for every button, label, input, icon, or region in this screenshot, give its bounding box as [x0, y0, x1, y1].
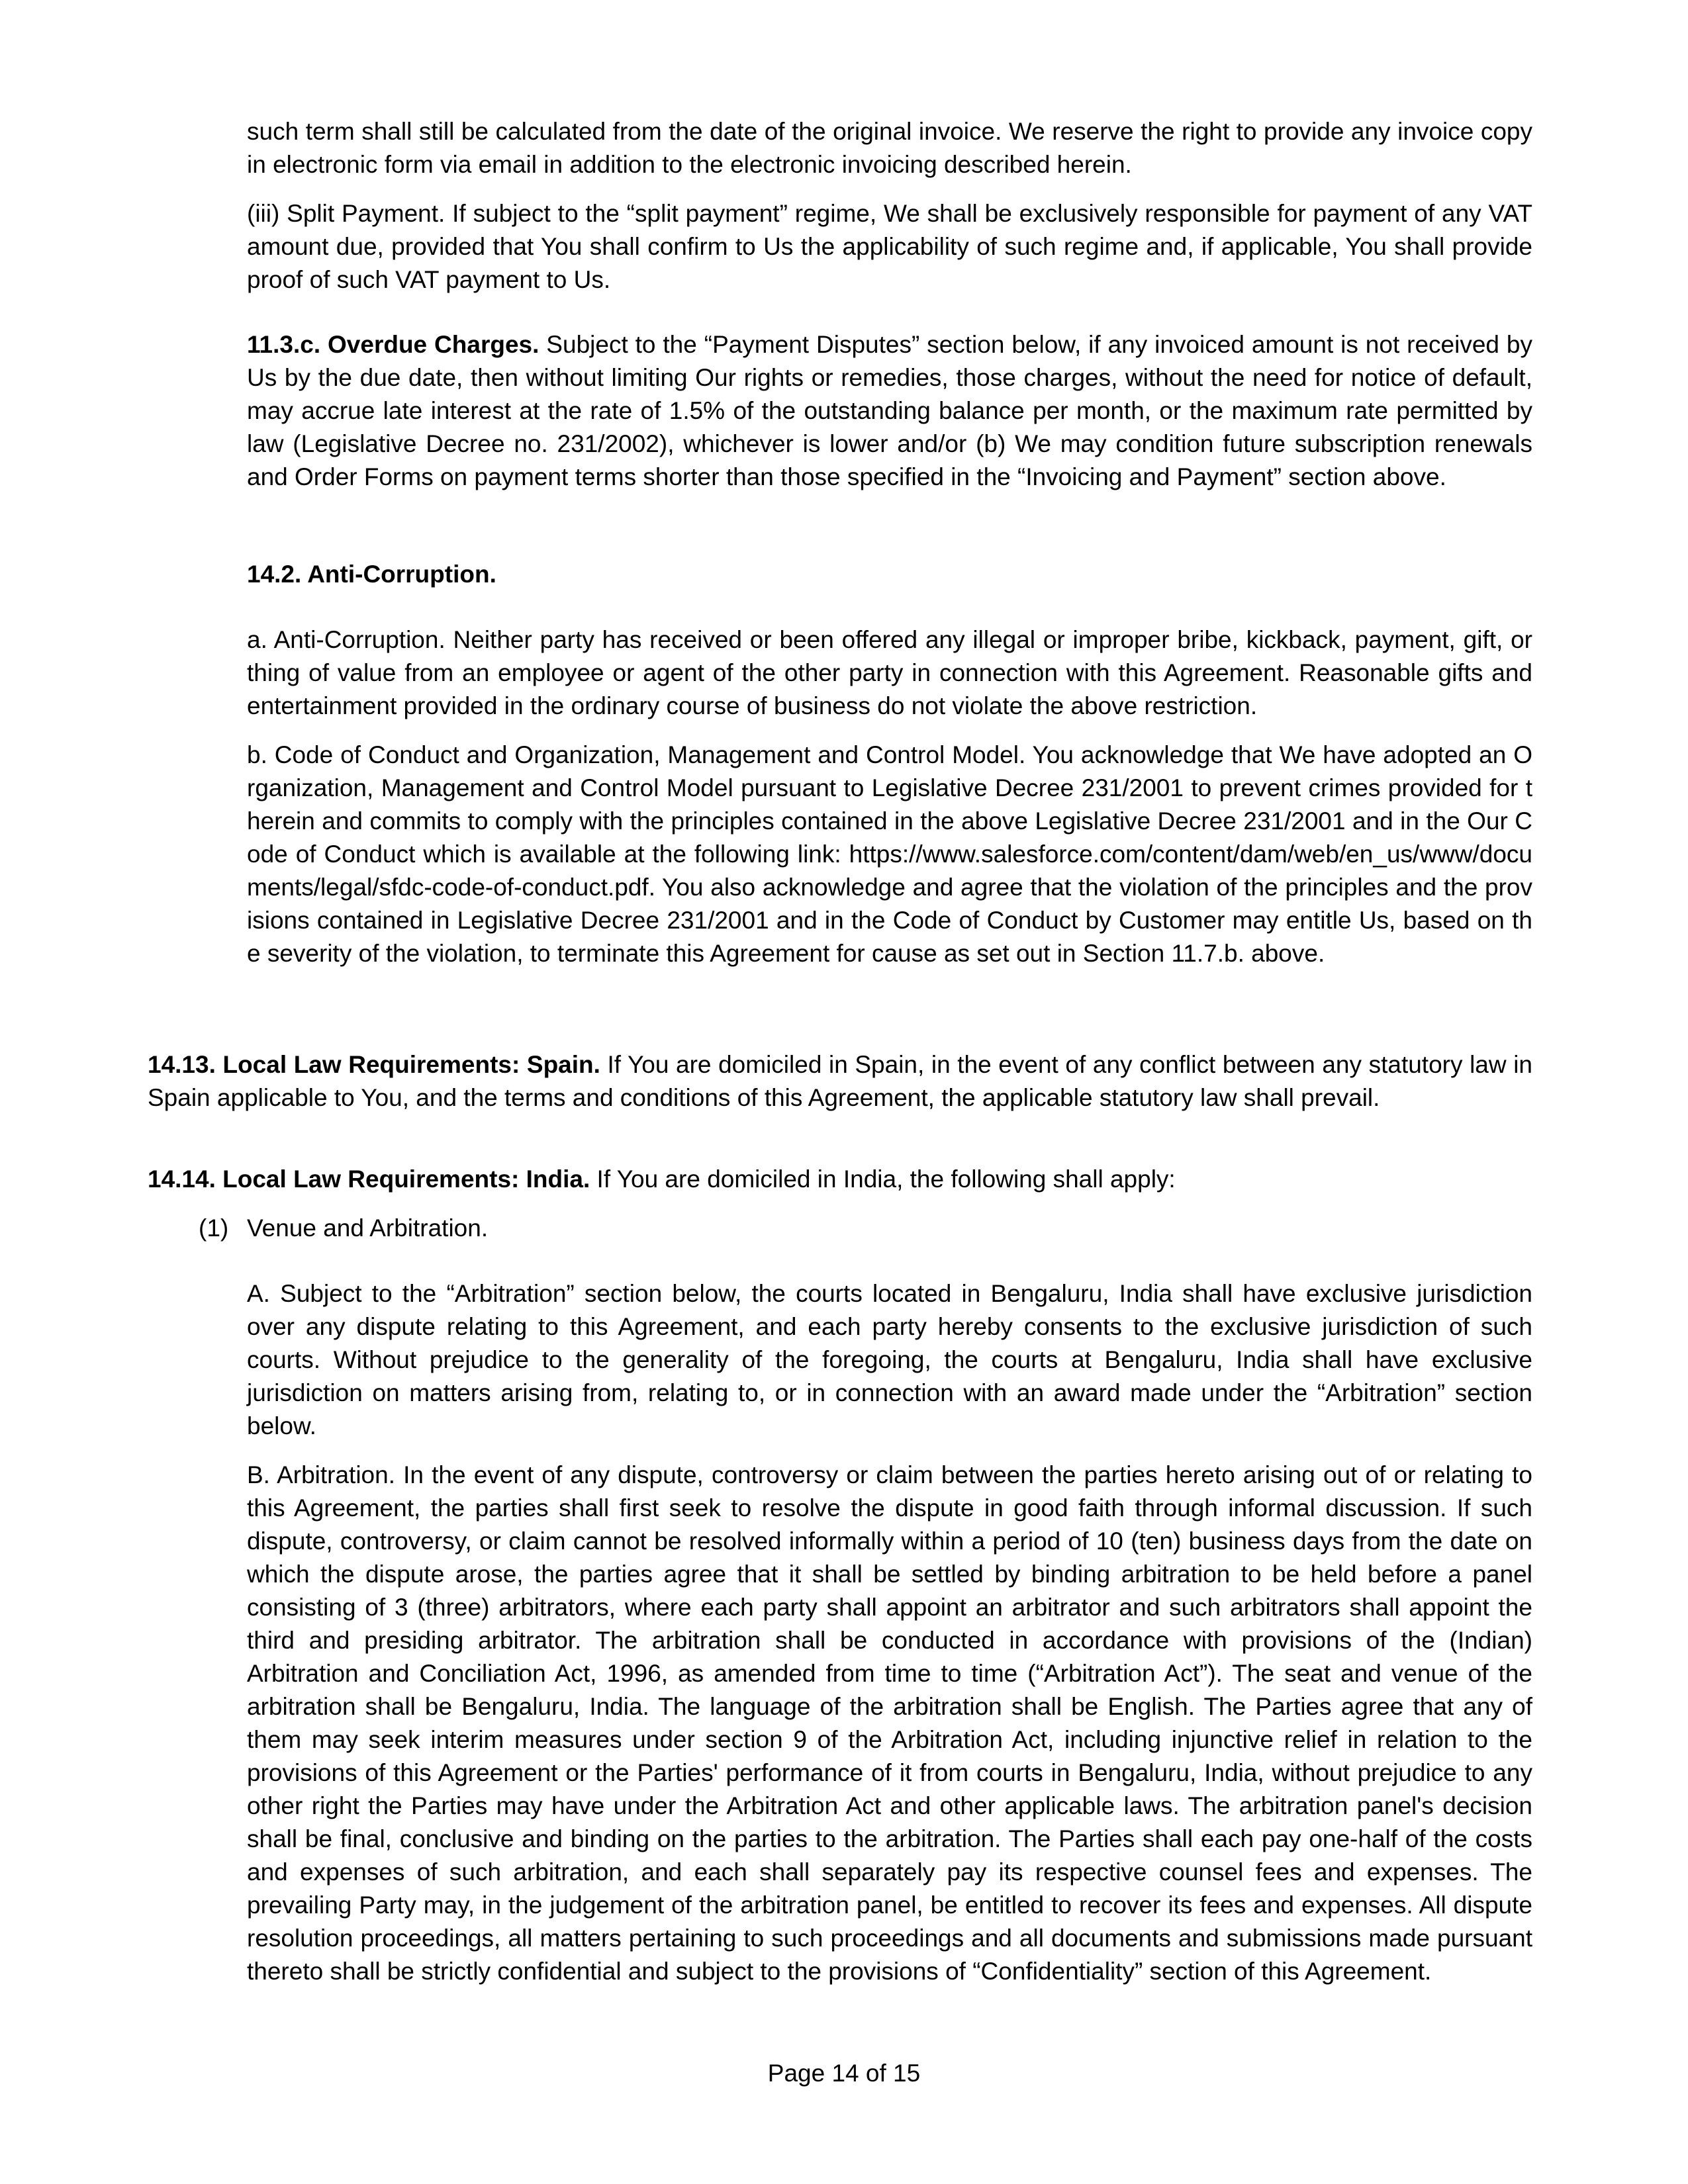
overdue-charges-paragraph: [247, 328, 1532, 494]
india-text: If You are domiciled in India, the following shall apply:: [590, 1165, 1176, 1193]
india-paragraph: [148, 1163, 1532, 1196]
split-payment-paragraph: (iii) Split Payment. If subject to the “split payment” regime, We shall be exclusively responsible for payment of any VAT amount due, provided that You shall confirm to Us the applicability of such regime and, if applicable, You shall provide proof of such VAT payment to Us.: [247, 200, 1532, 293]
india-paragraph-b: B. Arbitration. In the event of any dispute, controversy or claim between the parties hereto arising out of or relating to this Agreement, the parties shall first seek to resolve the dispute in good faith through informal discussion. If such dispute, controversy, or claim cannot be resolved informally within a period of 10 (ten) business days from the date on which the dispute arose, the parties agree that it shall be settled by binding arbitration to be held before a panel consisting of 3 (three) arbitrators, where each party shall appoint an arbitrator and such arbitrators shall appoint the third and presiding arbitrator. The arbitration shall be conducted in accordance with provisions of the (Indian) Arbitration and Conciliation Act, 1996, as amended from time to time (“Arbitration Act”). The seat and venue of the arbitration shall be Bengaluru, India. The language of the arbitration shall be English. The Parties agree that any of them may seek interim measures under section 9 of the Arbitration Act, including injunctive relief in relation to the provisions of this Agreement or the Parties' performance of it from courts in Bengaluru, India, without prejudice to any other right the Parties may have under the Arbitration Act and other applicable laws. The arbitration panel's decision shall be final, conclusive and binding on the parties to the arbitration. The Parties shall each pay one-half of the costs and expenses of such arbitration, and each shall separately pay its respective counsel fees and expenses. The prevailing Party may, in the judgement of the arbitration panel, be entitled to recover its fees and expenses. All dispute resolution proceedings, all matters pertaining to such proceedings and all documents and submissions made pursuant thereto shall be strictly confidential and subject to the provisions of “Confidentiality” section of this Agreement.: [247, 1461, 1532, 1985]
page-footer: Page 14 of 15: [767, 2060, 921, 2087]
spain-text: If You are domiciled in Spain, in the event of any conflict between any statutory law in Spain applicable to You, and the terms and conditions of this Agreement, the applicable statutory law shall prevail.: [148, 1051, 1532, 1111]
spain-paragraph: [148, 1048, 1532, 1115]
anti-corruption-heading: 14.2. Anti-Corruption.: [247, 561, 496, 588]
overdue-charges-text: Subject to the “Payment Disputes” section below, if any invoiced amount is not received by Us by the due date, then without limiting Our rights or remedies, those charges, without the need for notice of default, may accrue late interest at the rate of 1.5% of the outstanding balance per month, or the maximum rate permitted by law (Legislative Decree no. 231/2002), whichever is lower and/or (b) We may condition future subscription renewals and Order Forms on payment terms shorter than those specified in the “Invoicing and Payment” section above.: [247, 331, 1532, 490]
india-heading: 14.14. Local Law Requirements: India.: [148, 1165, 590, 1193]
spain-heading: 14.13. Local Law Requirements: Spain.: [148, 1051, 600, 1078]
code-of-conduct-paragraph-b: b. Code of Conduct and Organization, Management and Control Model. You acknowledge that We have adopted an Organization, Management and Control Model pursuant to Legislative Decree 231/2001 to prevent crimes provided for therein and commits to comply with the principles contained in the above Legislative Decree 231/2001 and in the Our Code of Conduct which is available at the following link: https://www.salesforce.com/content/dam/web/en_us/www/documents/legal/sfdc-code-of-conduct.pdf. You also acknowledge and agree that the violation of the principles and the provisions contained in Legislative Decree 231/2001 and in the Code of Conduct by Customer may entitle Us, based on the severity of the violation, to terminate this Agreement for cause as set out in Section 11.7.b. above.: [247, 741, 1532, 967]
anti-corruption-paragraph-a: a. Anti-Corruption. Neither party has received or been offered any illegal or improper bribe, kickback, payment, gift, or thing of value from an employee or agent of the other party in connection with this Agreement. Reasonable gifts and entertainment provided in the ordinary course of business do not violate the above restriction.: [247, 626, 1532, 719]
venue-arbitration-label: Venue and Arbitration.: [247, 1214, 489, 1242]
list-number: (1): [199, 1214, 229, 1242]
overdue-charges-heading: 11.3.c. Overdue Charges.: [247, 331, 539, 358]
invoice-paragraph: such term shall still be calculated from the date of the original invoice. We reserve the right to provide any invoice copy in electronic form via email in addition to the electronic invoicing described herein.: [247, 118, 1532, 178]
india-paragraph-a: A. Subject to the “Arbitration” section below, the courts located in Bengaluru, India shall have exclusive jurisdiction over any dispute relating to this Agreement, and each party hereby consents to the exclusive jurisdiction of such courts. Without prejudice to the generality of the foregoing, the courts at Bengaluru, India shall have exclusive jurisdiction on matters arising from, relating to, or in connection with an award made under the “Arbitration” section below.: [247, 1280, 1532, 1439]
